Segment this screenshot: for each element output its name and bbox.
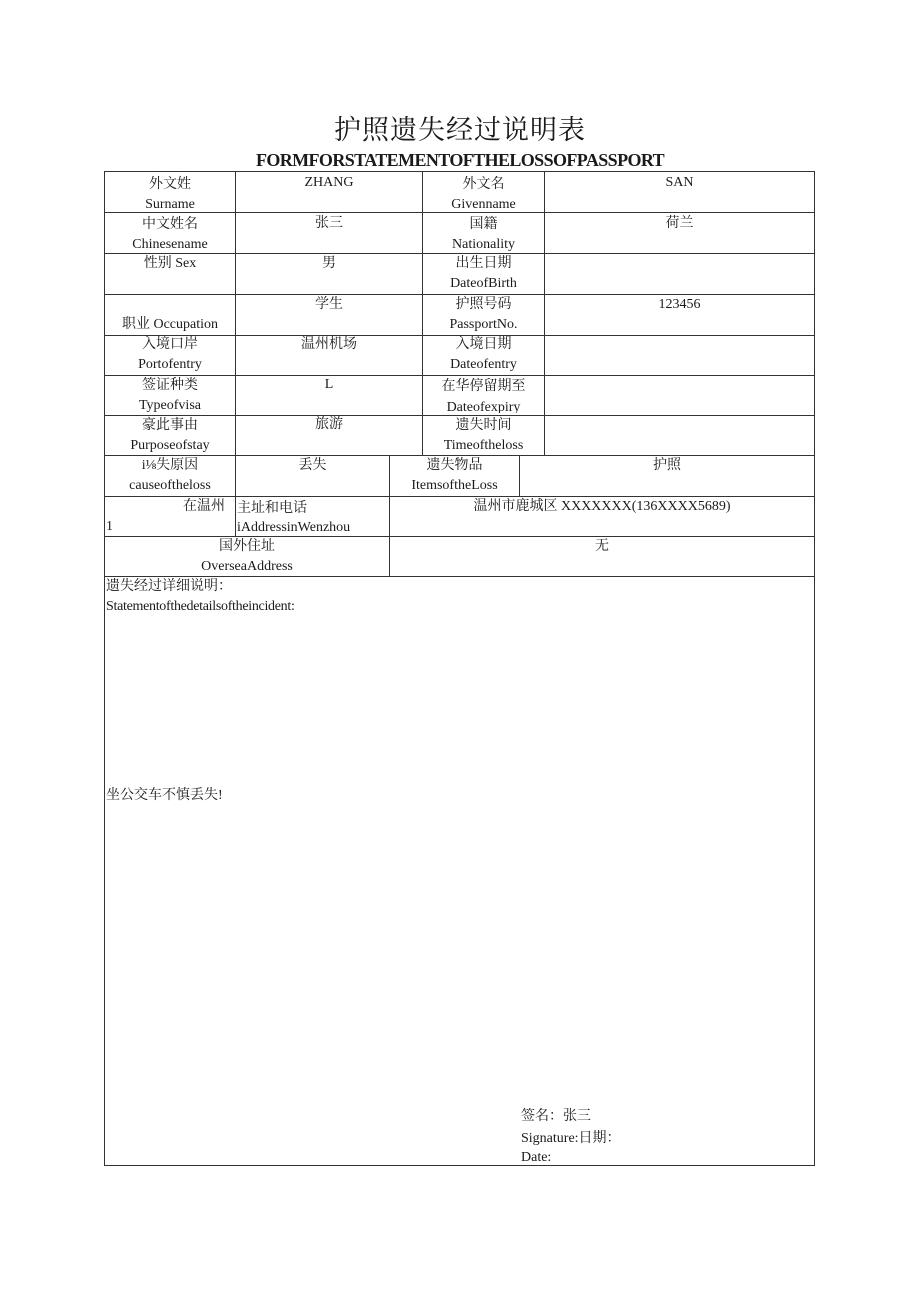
signature-label-cn: 签名：张三 (521, 1109, 591, 1124)
date-label-cn: 日期： (578, 1131, 621, 1146)
chinese-name-label: 中文姓名 Chinesename (132, 217, 208, 252)
nationality-value[interactable]: 荷兰 (665, 216, 694, 231)
form-subtitle: FORMFORSTATEMENTOFTHELOSSOFPASSPORT (255, 150, 665, 170)
surname-label: 外文姓 Surname (145, 177, 195, 212)
cause-of-loss-label: i⅛失原因 causeoftheloss (129, 458, 211, 493)
sex-label: 性别 Sex (143, 256, 197, 271)
type-of-visa-label: 签证种类 Typeofvisa (138, 378, 201, 413)
address-wenzhou-label-part2: 主址和电话 (237, 501, 307, 516)
items-lost-label: 遗失物品 ItemsoftheLoss (411, 458, 498, 493)
chinese-name-value[interactable]: 张三 (315, 216, 343, 231)
date-of-entry-label: 入境日期 Dateofentry (450, 337, 517, 372)
time-of-loss-label: 遗失时间 Timeoftheloss (443, 418, 524, 453)
port-of-entry-value[interactable]: 温州机场 (301, 337, 357, 352)
oversea-address-value[interactable]: 无 (595, 539, 609, 554)
statement-label-cn: 遗失经过详细说明： (106, 579, 232, 594)
form-title: 护照遗失经过说明表 (334, 115, 586, 145)
passport-no-label: 护照号码 PassportNo. (449, 297, 518, 332)
type-of-visa-value[interactable]: L (324, 377, 334, 392)
cause-of-loss-value[interactable]: 丢失 (298, 458, 327, 473)
occupation-label: 职业 Occupation (121, 317, 219, 332)
address-wenzhou-label-en: iAddressinWenzhou (237, 520, 351, 535)
purpose-of-stay-value[interactable]: 旅游 (315, 417, 343, 432)
address-wenzhou-value[interactable]: 温州市鹿城区 XXXXXXX(136XXXX5689) (473, 499, 731, 514)
date-of-birth-label: 出生日期 DateofBirth (450, 256, 517, 291)
oversea-address-label: 国外住址 OverseaAddress (201, 539, 293, 574)
address-wenzhou-label-digit: 1 (106, 519, 113, 534)
items-lost-value[interactable]: 护照 (653, 458, 681, 473)
statement-text[interactable]: 坐公交车不慎丢失! (106, 788, 223, 803)
port-of-entry-label: 入境口岸 Portofentry (138, 337, 202, 372)
statement-label-en: Statementofthedetailsoftheincident: (106, 599, 295, 614)
occupation-value[interactable]: 学生 (315, 297, 343, 312)
given-name-label: 外文名 Givenname (451, 177, 516, 212)
date-of-expiry-label: 在华停留期至 Dateofexpiry (441, 379, 526, 413)
passport-loss-form (104, 171, 815, 1166)
nationality-label: 国籍 Nationality (452, 217, 515, 252)
surname-value[interactable]: ZHANG (304, 175, 354, 190)
column-divider (235, 496, 236, 536)
date-label-en: Date: (521, 1150, 552, 1165)
sex-value[interactable]: 男 (322, 256, 336, 271)
given-name-value[interactable]: SAN (665, 175, 694, 190)
signature-label-en: Signature:日期： (521, 1131, 621, 1146)
signature-name[interactable]: 张三 (563, 1109, 591, 1124)
address-wenzhou-label-part1: 在温州 (183, 499, 225, 514)
purpose-of-stay-label: 豪此事由 Purposeofstay (130, 418, 210, 453)
passport-no-value[interactable]: 123456 (658, 297, 701, 312)
